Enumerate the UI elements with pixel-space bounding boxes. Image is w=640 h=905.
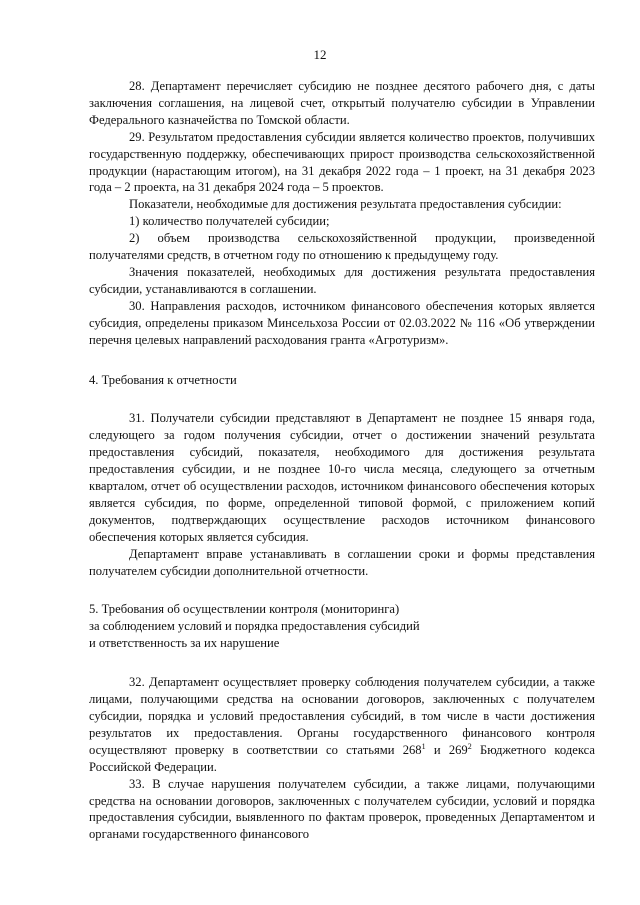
spacer <box>89 652 595 674</box>
indicators-values: Значения показателей, необходимых для достижения результата предоставления субсидии, устанавливаются в соглашении. <box>89 264 595 296</box>
document-body <box>89 78 595 843</box>
article-269-superscript: 2 <box>467 741 472 751</box>
indicator-1: 1) количество получателей субсидии; <box>129 214 330 229</box>
section-5-heading-line-1: 5. Требования об осуществлении контроля (мониторинга) <box>89 602 400 617</box>
indicators-intro: Показатели, необходимые для достижения результата предоставления субсидии: <box>129 197 562 212</box>
article-268-superscript: 1 <box>421 741 426 751</box>
paragraph-31: 31. Получатели субсидии представляют в Департамент не позднее 15 января года, следующего за годом получения субсидии, отчет о достижении значений результата предоставления субсидий, показателя, необходимого для достижения результата предоставления субсидии, и не позднее 10-го числа месяца, следующего за отчетным кварталом, отчет об осуществлении расходов, источником финансового обеспечения которых является субсидия, по форме, определенной типовой формой, с приложением копий документов, подтверждающих осуществление расходов источником финансового обеспечения которых является субсидия. <box>89 411 595 544</box>
page-number: 12 <box>313 47 327 62</box>
indicator-2: 2) объем производства сельскохозяйственной продукции, произведенной получателями средств, в отчетном году по отношению к предыдущему году. <box>89 231 595 263</box>
paragraph-30: 30. Направления расходов, источником финансового обеспечения которых является субсидия, определены приказом Минсельхоза России от 02.03.2022 № 116 «Об утверждении перечня целевых направлений расходования гранта «Агротуризм». <box>89 298 595 347</box>
paragraph-31-additional: Департамент вправе устанавливать в соглашении сроки и формы представления получателем субсидии дополнительной отчетности. <box>89 546 595 578</box>
paragraph-32-and: и 269 <box>425 742 468 757</box>
spacer <box>89 579 595 601</box>
paragraph-32-end: Бюджетного кодекса Российской Федерации. <box>89 742 595 774</box>
paragraph-29: 29. Результатом предоставления субсидии является количество проектов, получивших государственную поддержку, обеспечивающих прирост производства сельскохозяйственной продукции (нарастающим итогом), на 31 декабря 2022 года – 1 проект, на 31 декабря 2023 года – 2 проекта, на 31 декабря 2024 года – 5 проектов. <box>89 129 595 195</box>
spacer <box>89 388 595 410</box>
section-5-heading-line-3: и ответственность за их нарушение <box>89 636 280 651</box>
paragraph-32 <box>89 674 595 775</box>
section-5-heading-line-2: за соблюдением условий и порядка предоставления субсидий <box>89 619 420 634</box>
section-4-heading: 4. Требования к отчетности <box>89 372 237 387</box>
paragraph-33: 33. В случае нарушения получателем субсидии, а также лицами, получающими средства на основании договоров, заключенных с получателем субсидии, условий и порядка предоставления субсидии, выявленного по фактам проверок, проведенных Департаментом и органами государственного финансового <box>89 776 595 842</box>
paragraph-28: 28. Департамент перечисляет субсидию не позднее десятого рабочего дня, с даты заключения соглашения, на лицевой счет, открытый получателю субсидии в Управлении Федерального казначейства по Томской области. <box>89 79 595 127</box>
spacer <box>89 349 595 372</box>
paragraph-32-text: 32. Департамент осуществляет проверку соблюдения получателем субсидии, а также лицами, получающими средства на основании договоров, заключенных с получателем субсидии, порядка и условий предоставления субсидий, в том числе в части достижения результатов их предоставления. Органы государственного финансового контроля осуществляют проверку в соответствии со статьями 268 <box>89 675 595 757</box>
